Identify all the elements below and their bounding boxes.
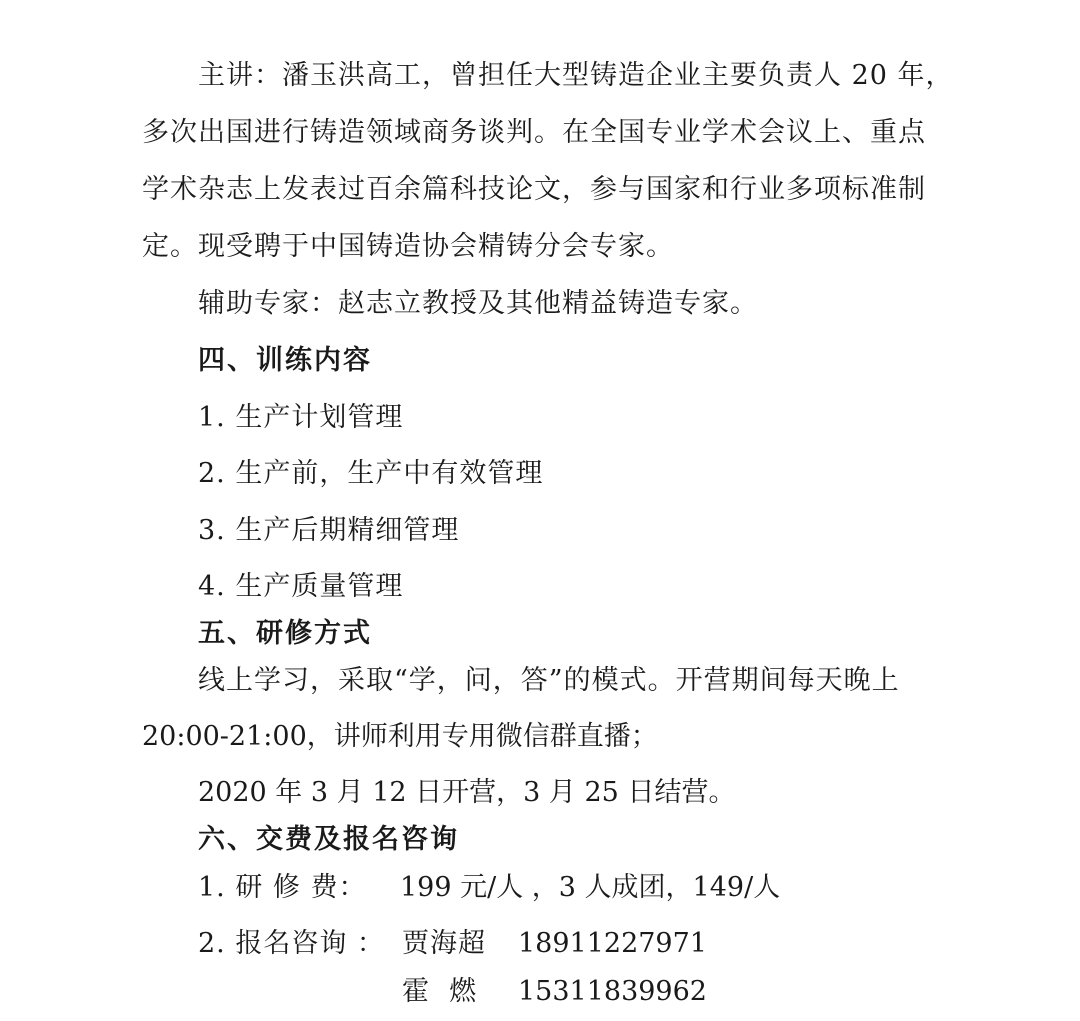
section-4-item: 2. 生产前，生产中有效管理 [198,458,544,489]
contact-name: 霍 燃 [402,976,478,1007]
contact-phone: 18911227971 [518,928,707,959]
section-5-line-3: 2020 年 3 月 12 日开营，3 月 25 日结营。 [198,777,736,808]
section-5-line-2: 20:00-21:00，讲师利用专用微信群直播； [142,721,658,752]
section-4-item: 3. 生产后期精细管理 [198,515,460,546]
section-4-heading: 四、训练内容 [198,345,372,376]
lecturer-line-2: 多次出国进行铸造领域商务谈判。在全国专业学术会议上、重点 [142,117,926,148]
assistant-expert: 辅助专家：赵志立教授及其他精益铸造专家。 [198,288,758,319]
contact-name: 贾海超 [402,928,486,959]
lecturer-line-1: 主讲：潘玉洪高工，曾担任大型铸造企业主要负责人 20 年， [198,60,954,91]
contact-label: 2. 报名咨询 ： [198,928,385,959]
fee-label: 1. 研 修 费： [198,872,367,903]
section-4-item: 1. 生产计划管理 [198,402,404,433]
contact-phone: 15311839962 [518,976,707,1007]
section-6-heading: 六、交费及报名咨询 [198,824,459,855]
section-4-item: 4. 生产质量管理 [198,571,404,602]
lecturer-line-4: 定。现受聘于中国铸造协会精铸分会专家。 [142,231,674,262]
section-5-line-1: 线上学习，采取“学，问，答”的模式。开营期间每天晚上 [198,665,900,696]
section-5-heading: 五、研修方式 [198,618,372,649]
fee-value: 199 元/人 ，3 人成团，149/人 [400,872,781,903]
lecturer-line-3: 学术杂志上发表过百余篇科技论文，参与国家和行业多项标准制 [142,174,926,205]
